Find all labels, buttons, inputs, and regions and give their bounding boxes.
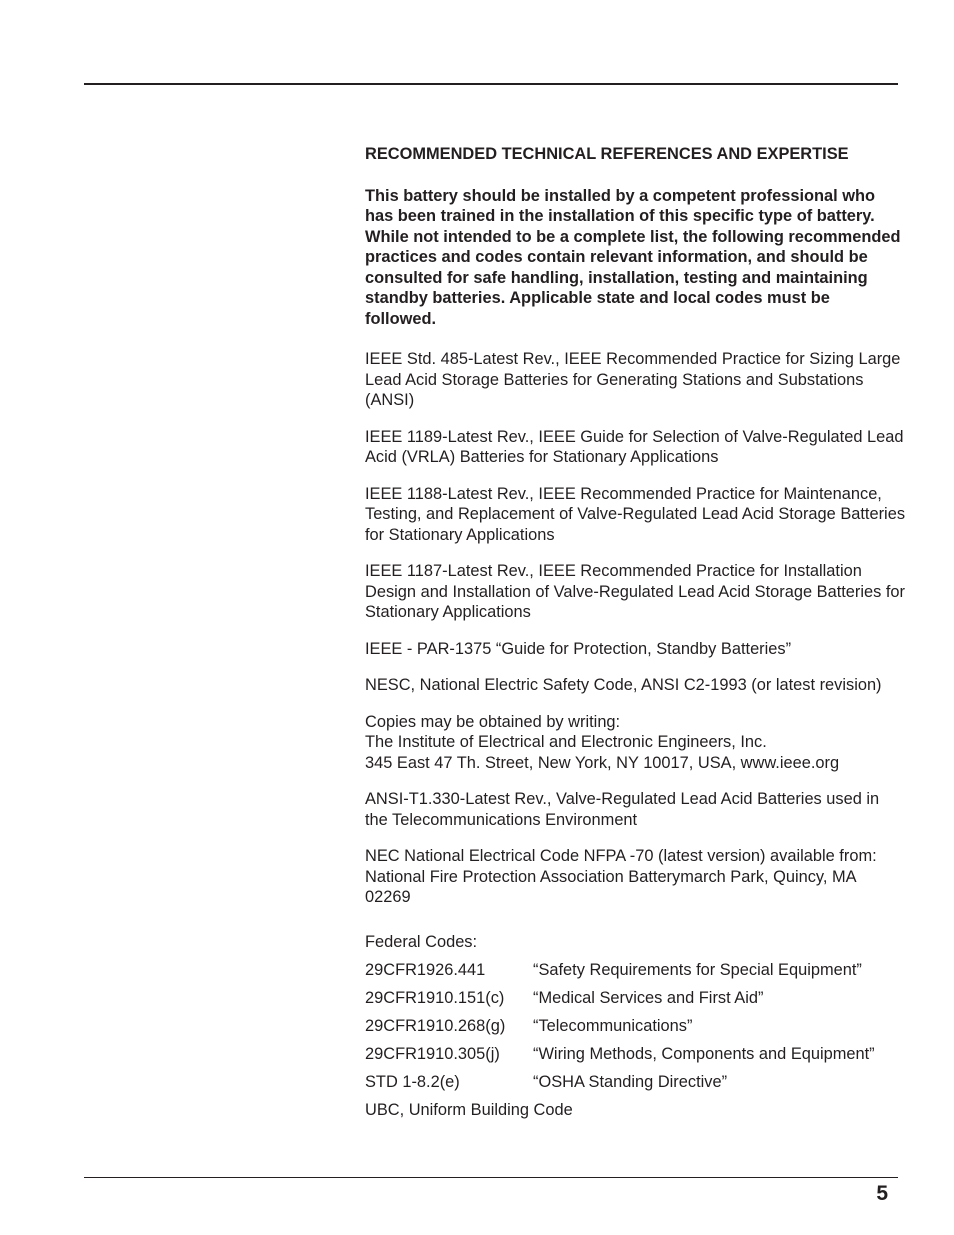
copies-organization: The Institute of Electrical and Electronic Engineers, Inc. [365,733,767,751]
copies-intro: Copies may be obtained by writing: [365,712,621,731]
federal-code-row [365,960,905,988]
bottom-rule [84,1177,898,1178]
section-heading: RECOMMENDED TECHNICAL REFERENCES AND EXPERTISE [365,145,849,163]
reference-nec-nfpa-70: NEC National Electrical Code NFPA -70 (latest version) available from: National Fire Protection Association Batterymarch Park, Quincy, MA 02269 [365,847,877,906]
reference-ansi-t1-330: ANSI-T1.330-Latest Rev., Valve-Regulated Lead Acid Batteries used in the Telecommunications Environment [365,790,880,829]
federal-codes-heading: Federal Codes: [365,932,478,951]
top-rule [84,83,898,85]
federal-code-title: “Telecommunications” [533,1017,693,1035]
federal-code-title: “OSHA Standing Directive” [533,1073,728,1091]
copies-address-block [365,712,905,774]
reference-ieee-1188: IEEE 1188-Latest Rev., IEEE Recommended Practice for Maintenance, Testing, and Replacement of Valve-Regulated Lead Acid Storage Batteries for Stationary Applications [365,484,906,544]
reference-ieee-par-1375: IEEE - PAR-1375 “Guide for Protection, Standby Batteries” [365,639,792,658]
federal-code-row [365,1044,905,1072]
ubc-reference: UBC, Uniform Building Code [365,1101,573,1119]
federal-code-number: 29CFR1910.268(g) [365,1017,506,1035]
references-section [365,144,905,1121]
page-number: 5 [876,1182,888,1205]
federal-code-number: 29CFR1910.151(c) [365,989,505,1007]
reference-nesc: NESC, National Electric Safety Code, ANSI C2-1993 (or latest revision) [365,676,882,694]
reference-ieee-485: IEEE Std. 485-Latest Rev., IEEE Recommended Practice for Sizing Large Lead Acid Storage Batteries for Generating Stations and Substations (ANSI) [365,350,901,409]
reference-ieee-1189: IEEE 1189-Latest Rev., IEEE Guide for Selection of Valve-Regulated Lead Acid (VRLA) Batteries for Stationary Applications [365,427,904,466]
federal-code-number: 29CFR1910.305(j) [365,1045,500,1063]
federal-code-row [365,1016,905,1044]
federal-code-title: “Wiring Methods, Components and Equipment” [533,1045,875,1063]
federal-code-number: 29CFR1926.441 [365,961,486,979]
federal-code-number: STD 1-8.2(e) [365,1073,460,1091]
federal-code-row [365,1072,905,1100]
reference-ieee-1187: IEEE 1187-Latest Rev., IEEE Recommended Practice for Installation Design and Installation of Valve-Regulated Lead Acid Storage Batteries for Stationary Applications [365,562,906,621]
federal-code-row [365,988,905,1016]
intro-paragraph: This battery should be installed by a competent professional who has been trained in the installation of this specific type of battery. While not intended to be a complete list, the following recommended practices and codes contain relevant information, and should be consulted for safe handling, installation, testing and maintaining standby batteries. Applicable state and local codes must be followed. [365,186,901,328]
federal-code-title: “Safety Requirements for Special Equipment” [533,961,862,979]
copies-address: 345 East 47 Th. Street, New York, NY 10017, USA, www.ieee.org [365,753,840,772]
federal-code-title: “Medical Services and First Aid” [533,989,764,1007]
